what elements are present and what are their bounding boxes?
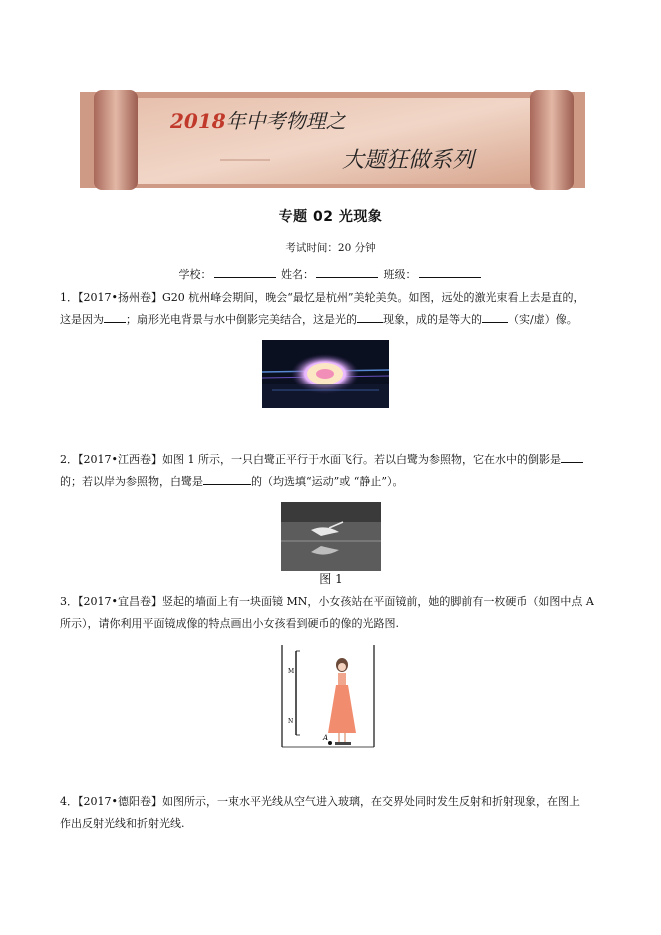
- class-blank: [419, 267, 481, 278]
- coin-label-a: A: [323, 734, 329, 742]
- answer-blank: [203, 473, 251, 485]
- question-4-text: 如图所示，一束水平光线从空气进入玻璃，在交界处同时发生反射和折射现象，在图上: [161, 795, 580, 808]
- laser-show-photo: [262, 340, 389, 408]
- question-3-line2: 所示），请你利用平面镜成像的特点画出小女孩看到硬币的像的光路图.: [60, 617, 399, 630]
- banner-line1: [169, 109, 347, 133]
- question-1-text: G20 杭州峰会期间，晚会“最忆是杭州”美轮美奂。如图，远处的激光束看上去是直的，: [161, 291, 585, 304]
- question-2-source: 【2017•江西卷】: [78, 453, 162, 466]
- question-2-line2: [60, 471, 600, 493]
- mirror-girl-diagram: [272, 643, 382, 751]
- question-1-source: 【2017•扬州卷】: [78, 291, 162, 304]
- question-2-line1: [60, 449, 600, 471]
- question-1-text-a: 这是因为: [60, 313, 104, 326]
- question-3-text: 竖起的墙面上有一块面镜 MN，小女孩站在平面镜前，她的脚前有一枚硬币（如图中点 A: [161, 595, 594, 608]
- school-blank: [214, 267, 276, 278]
- name-label: 姓名：: [281, 268, 314, 281]
- coin-point: [328, 741, 332, 745]
- mirror-label-n: N: [288, 718, 294, 725]
- question-2-text-c: 的（均选填“运动”或 “静止”）。: [251, 475, 404, 488]
- school-label: 学校：: [178, 268, 212, 281]
- question-1: [60, 287, 600, 331]
- question-4: [60, 791, 600, 835]
- egret-photo: [281, 502, 381, 571]
- banner-line2: 大题狂做系列: [342, 148, 475, 173]
- banner-year: 2018: [170, 109, 226, 133]
- document-title: 专题 02 光现象: [278, 209, 383, 225]
- answer-blank: [357, 311, 383, 323]
- question-2-text-b: 的；若以岸为参照物，白鹭是: [60, 475, 203, 488]
- figure-1-caption: 图 1: [319, 572, 343, 586]
- student-info-line: [0, 266, 661, 282]
- girl-figure: [328, 658, 356, 745]
- class-label: 班级：: [383, 268, 417, 281]
- answer-blank: [104, 311, 126, 323]
- question-1-text-d: （实/虚）像。: [508, 313, 578, 326]
- exam-time: 考试时间：20 分钟: [285, 242, 376, 254]
- banner-line1-rest: 年中考物理之: [225, 109, 346, 133]
- answer-blank: [561, 451, 583, 463]
- answer-blank: [482, 311, 508, 323]
- question-4-line1: [60, 791, 600, 813]
- question-4-line2: 作出反射光线和折射光线.: [60, 817, 185, 830]
- question-3-line1: [60, 591, 600, 613]
- question-2-text-a: 如图 1 所示，一只白鹭正平行于水面飞行。若以白鹭为参照物，它在水中的倒影是: [161, 453, 561, 466]
- mirror-label-m: M: [288, 668, 295, 675]
- question-1-line2: [60, 309, 600, 331]
- question-1-number: 1．: [60, 291, 78, 304]
- question-3-source: 【2017•宜昌卷】: [78, 595, 162, 608]
- title-banner: [80, 88, 585, 192]
- question-2-number: 2．: [60, 453, 78, 466]
- question-4-number: 4．: [60, 795, 78, 808]
- name-blank: [316, 267, 378, 278]
- question-3-number: 3．: [60, 595, 78, 608]
- question-1-text-c: 现象，成的是等大的: [383, 313, 482, 326]
- question-1-text-b: ；扇形光电背景与水中倒影完美结合，这是光的: [126, 313, 357, 326]
- question-4-source: 【2017•德阳卷】: [78, 795, 162, 808]
- question-2: [60, 449, 600, 493]
- question-3: [60, 591, 600, 635]
- question-1-line1: [60, 287, 600, 309]
